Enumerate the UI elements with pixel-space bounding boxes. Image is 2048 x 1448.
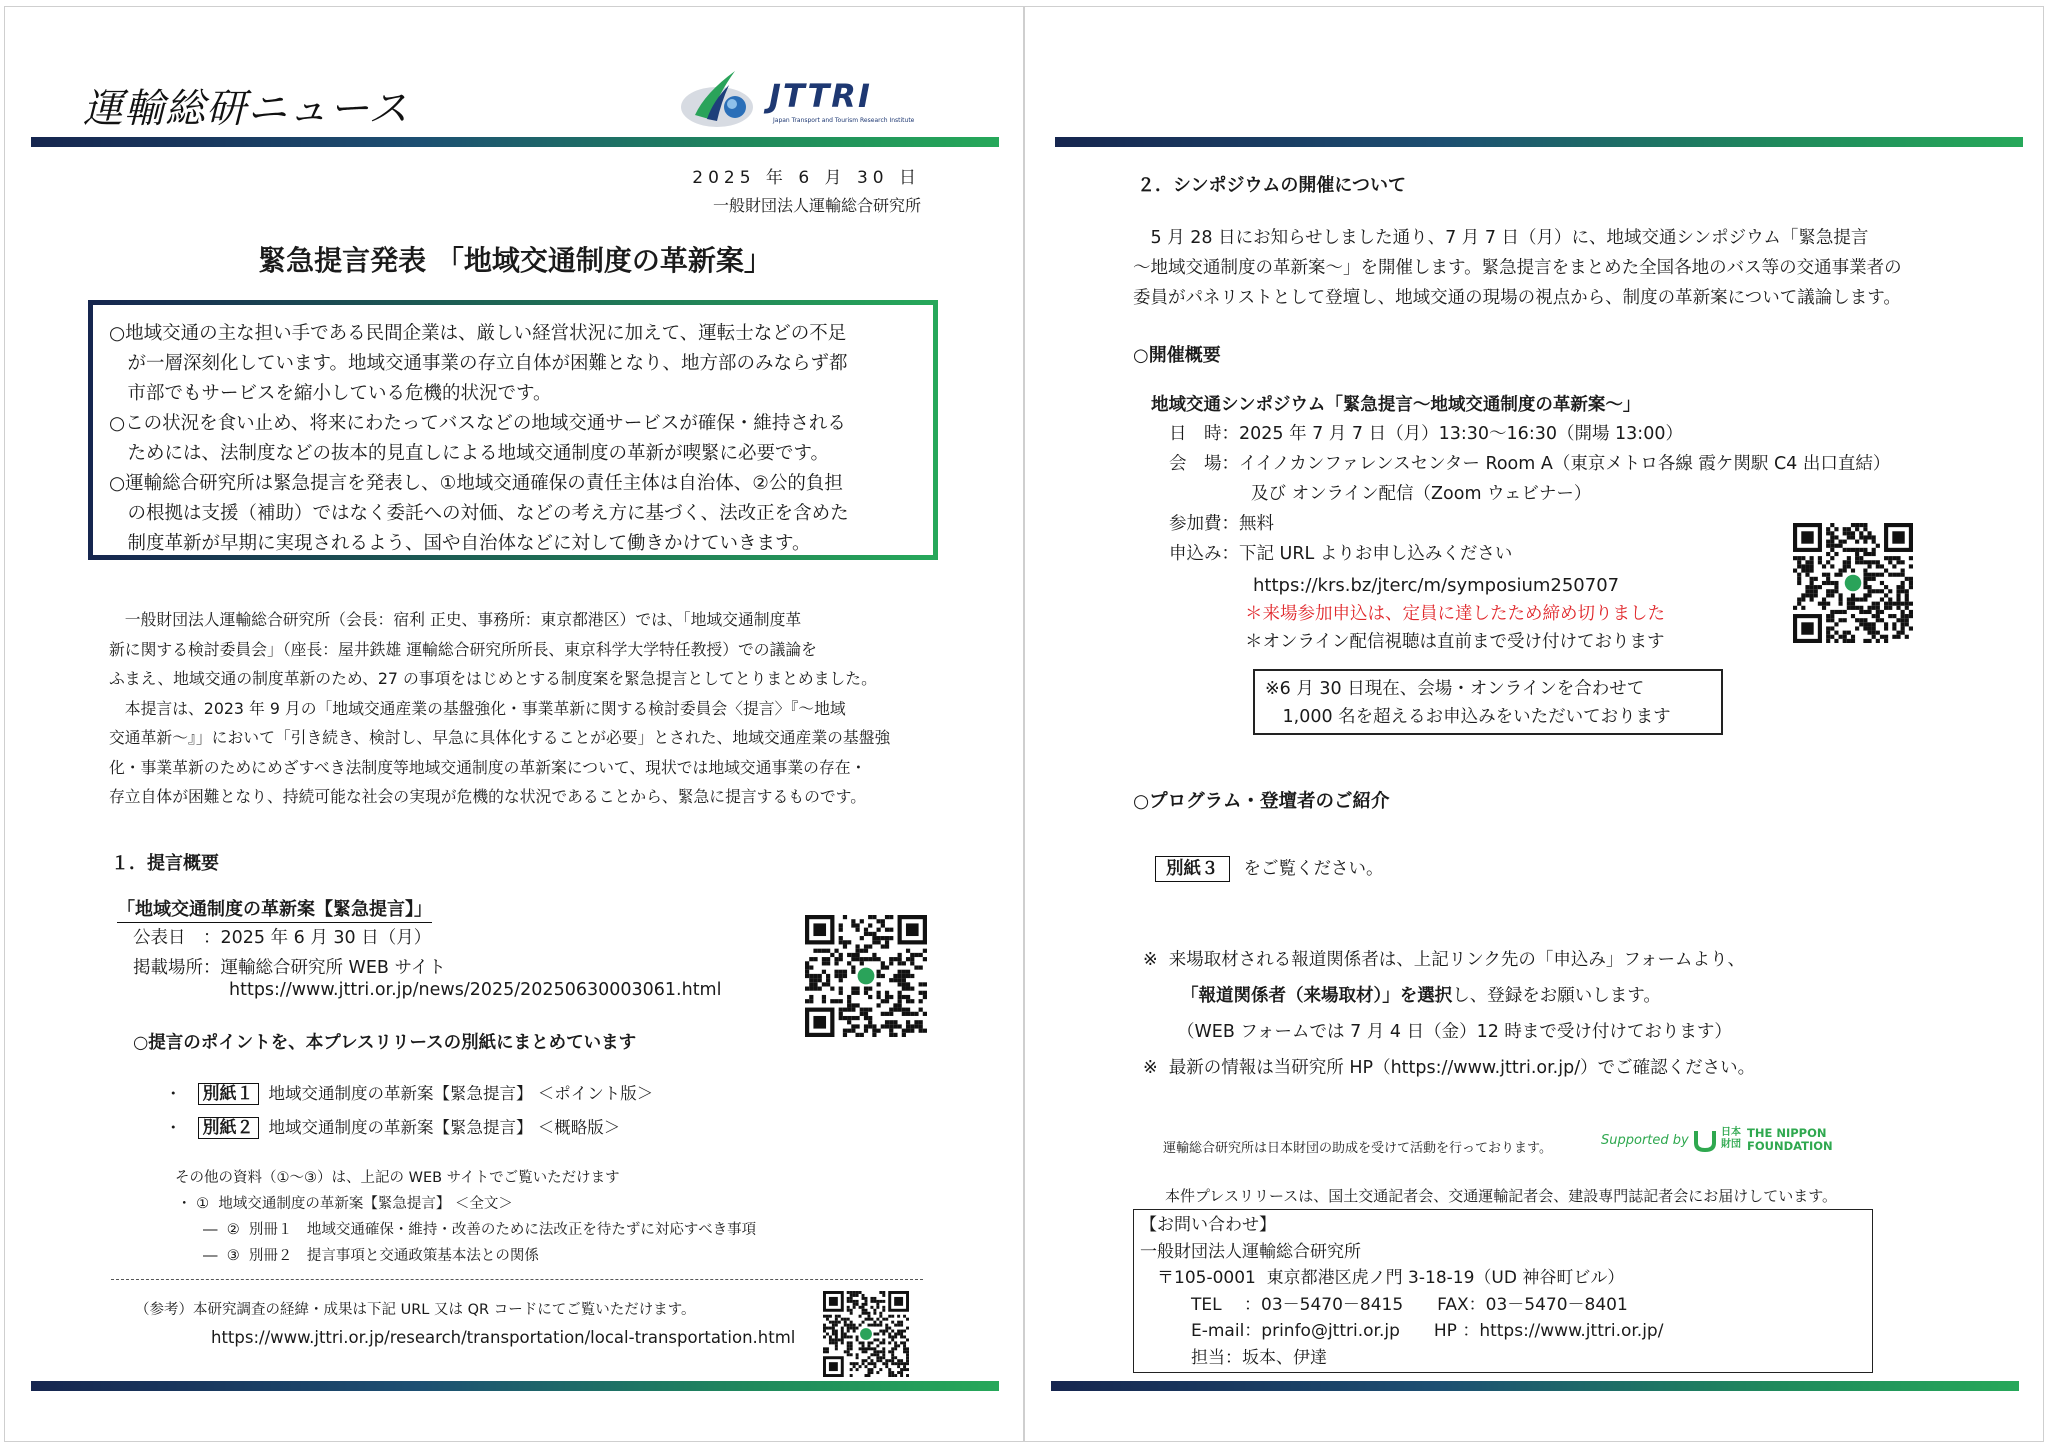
latest-info-note: ※ 最新の情報は当研究所 HP（https://www.jttri.or.jp/）でご確認ください。 — [1143, 1058, 1756, 1078]
intro-line: 委員がパネリストとして登壇し、地域交通の現場の視点から、制度の革新案について議論します。 — [1133, 288, 1901, 308]
footer-bar — [1051, 1381, 2019, 1391]
qr-code-icon — [1793, 523, 1913, 643]
header-bar — [1055, 137, 2023, 147]
distribution-note: 本件プレスリリースは、国土交通記者会、交通運輸記者会、建設専門誌記者会にお届けしています。 — [1165, 1187, 1838, 1205]
summary-box — [88, 300, 938, 560]
online-open-note: ＊オンライン配信視聴は直前まで受け付けております — [1245, 632, 1665, 652]
body-line: 化・事業革新のためにめざすべき法制度等地域交通制度の革新案について、現状では地域交通事業の存在・ — [109, 757, 867, 777]
symposium-venue-online: 及び オンライン配信（Zoom ウェビナー） — [1251, 484, 1592, 504]
section-2-heading: ２．シンポジウムの開催について — [1137, 175, 1407, 196]
footer-bar — [31, 1381, 999, 1391]
nippon-foundation-icon — [1693, 1127, 1717, 1153]
dashed-divider — [111, 1279, 923, 1280]
qr-code-apply[interactable] — [1793, 523, 1913, 643]
nippon-foundation-logo — [1601, 1121, 1831, 1161]
doc-2: ― ② 別冊１ 地域交通確保・維持・改善のために法改正を待たずに対応すべき事項 — [203, 1222, 757, 1238]
bullet: ・ — [165, 1118, 182, 1137]
reference-note: （参考）本研究調査の経緯・成果は下記 URL 又は QR コードにてご覧いただけます。 — [135, 1302, 696, 1318]
attachment-3 — [1155, 855, 1384, 880]
body-line: 本提言は、2023 年 9 月の「地域交通産業の基盤強化・事業革新に関する検討委員会〈提言〉『～地域 — [109, 698, 846, 718]
press-note-1: ※ 来場取材される報道関係者は、上記リンク先の「申込み」フォームより、 — [1143, 950, 1746, 970]
body-line: 一般財団法人運輸総合研究所（会長：宿利 正史、事務所：東京都港区）では、「地域交通制度革 — [109, 610, 802, 629]
qr-code-icon — [823, 1291, 909, 1377]
body-line: 存立自体が困難となり、持続可能な社会の実現が危機的な状況であることから、緊急に提言するものです。 — [109, 787, 866, 806]
summary-line: ためには、法制度などの抜本的見直しによる地域交通制度の革新が喫緊に必要です。 — [109, 443, 830, 464]
application-count-box — [1253, 669, 1723, 735]
logo-subtitle: Japan Transport and Tourism Research Institute — [773, 117, 915, 124]
attachment-2-tag: 別紙２ — [198, 1117, 259, 1139]
left-page — [4, 6, 1024, 1442]
attachment-3-tag: 別紙３ — [1155, 856, 1230, 882]
summary-line: 制度革新が早期に実現されるよう、国や自治体などに対して働きかけていきます。 — [109, 533, 811, 554]
summary-line: 市部でもサービスを縮小している危機的状況です。 — [109, 383, 552, 404]
contact-line: 一般財団法人運輸総合研究所 — [1140, 1241, 1361, 1262]
venue-closed-note: ＊来場参加申込は、定員に達したため締め切りました — [1245, 604, 1665, 624]
nippon-foundation-en-2: FOUNDATION — [1747, 1139, 1833, 1153]
jttri-logo — [677, 65, 917, 135]
organization: 一般財団法人運輸総合研究所 — [712, 196, 921, 215]
headline: 緊急提言発表 「地域交通制度の革新案」 — [258, 244, 772, 277]
contact-line: 担当：坂本、伊達 — [1140, 1347, 1327, 1368]
symposium-apply: 申込み：下記 URL よりお申し込みください — [1169, 544, 1513, 564]
press-note-2 — [1181, 981, 1661, 1011]
attachment-1-tag: 別紙１ — [198, 1083, 259, 1105]
supported-by: Supported by — [1601, 1133, 1689, 1148]
contact-line: TEL ：03－5470－8415 FAX：03－5470－8401 — [1140, 1294, 1628, 1315]
intro-line: 5 月 28 日にお知らせしました通り、7 月 7 日（月）に、地域交通シンポジウム「緊急提言 — [1133, 228, 1869, 248]
attachment-1 — [165, 1079, 653, 1104]
count-line: ※6 月 30 日現在、会場・オンラインを合わせて — [1265, 679, 1645, 699]
qr-code-reference[interactable] — [823, 1291, 909, 1377]
jttri-logo-mark-icon — [677, 65, 757, 135]
contact-line[interactable]: E-mail：prinfo@jttri.or.jp HP ：https://www.jttri.or.jp/ — [1140, 1321, 1664, 1341]
body-paragraph — [109, 605, 939, 812]
release-date: 2025 年 6 月 30 日 — [692, 168, 921, 188]
symposium-datetime: 日 時：2025 年 7 月 7 日（月）13:30～16:30（開場 13:00） — [1169, 424, 1683, 444]
nippon-foundation-en-1: THE NIPPON — [1747, 1126, 1827, 1140]
doc-3: ― ③ 別冊２ 提言事項と交通政策基本法との関係 — [203, 1248, 539, 1264]
summary-line: の根拠は支援（補助）ではなく委託への対価、などの考え方に基づく、法改正を含めた — [109, 503, 849, 524]
symposium-fee: 参加費：無料 — [1169, 514, 1274, 534]
intro-paragraph — [1133, 223, 1902, 313]
proposal-title: 「地域交通制度の革新案【緊急提言】」 — [117, 895, 432, 923]
other-docs-note: その他の資料（①～③）は、上記の WEB サイトでご覧いただけます — [175, 1170, 620, 1186]
qr-code-proposal[interactable] — [805, 915, 927, 1037]
press-note-2-bold: 「報道関係者（来場取材）」を選択 — [1181, 986, 1453, 1006]
proposal-url[interactable]: https://www.jttri.or.jp/news/2025/20250630003061.html — [229, 980, 722, 1000]
logo-text: JTTRI — [769, 77, 872, 115]
attachment-1-text: 地域交通制度の革新案【緊急提言】 ＜ポイント版＞ — [268, 1084, 654, 1103]
contact-line: 〒105-0001 東京都港区虎ノ門 3-18-19（UD 神谷町ビル） — [1140, 1268, 1625, 1288]
qr-code-icon — [805, 915, 927, 1037]
program-heading: ○プログラム・登壇者のご紹介 — [1133, 791, 1390, 812]
count-line: 1,000 名を超えるお申込みをいただいております — [1265, 707, 1671, 727]
body-line: ふまえ、地域交通の制度革新のため、27 の事項をはじめとする制度案を緊急提言としてとりまとめました。 — [109, 669, 877, 688]
attachment-2-text: 地域交通制度の革新案【緊急提言】 ＜概略版＞ — [268, 1118, 621, 1137]
section-1-heading: １．提言概要 — [111, 853, 219, 874]
contact-line: 【お問い合わせ】 — [1140, 1215, 1276, 1235]
publish-date: 公表日 ：2025 年 6 月 30 日（月） — [133, 928, 432, 948]
summary-line: が一層深刻化しています。地域交通事業の存立自体が困難となり、地方部のみならず都 — [109, 353, 848, 374]
summary-line: ○地域交通の主な担い手である民間企業は、厳しい経営状況に加えて、運転士などの不足 — [109, 323, 847, 344]
symposium-title: 地域交通シンポジウム「緊急提言～地域交通制度の革新案～」 — [1151, 395, 1641, 415]
summary-line: ○この状況を食い止め、将来にわたってバスなどの地域交通サービスが確保・維持される — [109, 413, 846, 434]
body-line: 交通革新～』」において「引き続き、検討し、早急に具体化することが必要」とされた、地域交通産業の基盤強 — [109, 728, 891, 747]
contact-box — [1133, 1209, 1873, 1373]
right-page — [1024, 6, 2044, 1442]
header-bar — [31, 137, 999, 147]
news-title: 運輸総研ニュース — [83, 86, 409, 132]
symposium-venue: 会 場：イイノカンファレンスセンター Room A（東京メトロ各線 霞ケ関駅 C4 出口直結） — [1169, 454, 1891, 474]
press-note-3: （WEB フォームでは 7 月 4 日（金）12 時まで受け付けております） — [1177, 1022, 1732, 1042]
reference-url[interactable]: https://www.jttri.or.jp/research/transportation/local-transportation.html — [211, 1328, 796, 1347]
body-line: 新に関する検討委員会」（座長：屋井鉄雄 運輸総合研究所所長、東京科学大学特任教授）での議論を — [109, 639, 817, 659]
apply-url[interactable]: https://krs.bz/jterc/m/symposium250707 — [1253, 575, 1620, 596]
attachment-2 — [165, 1113, 620, 1138]
doc-1: ・ ① 地域交通制度の革新案【緊急提言】 ＜全文＞ — [177, 1196, 513, 1212]
attachment-3-text: をご覧ください。 — [1243, 859, 1384, 879]
support-note: 運輸総合研究所は日本財団の助成を受けて活動を行っております。 — [1163, 1141, 1552, 1156]
press-note-2-rest: し、登録をお願いします。 — [1452, 986, 1661, 1006]
bullet: ・ — [165, 1084, 182, 1103]
intro-line: ～地域交通制度の革新案～」を開催します。緊急提言をまとめた全国各地のバス等の交通事業者の — [1133, 258, 1902, 278]
points-note: ○提言のポイントを、本プレスリリースの別紙にまとめています — [133, 1033, 637, 1053]
summary-line: ○運輸総合研究所は緊急提言を発表し、①地域交通確保の責任主体は自治体、②公的負担 — [109, 473, 843, 494]
overview-heading: ○開催概要 — [1133, 345, 1221, 366]
nippon-foundation-jp: 日本財団 — [1721, 1127, 1741, 1150]
publish-location: 掲載場所：運輸総合研究所 WEB サイト — [133, 958, 446, 978]
